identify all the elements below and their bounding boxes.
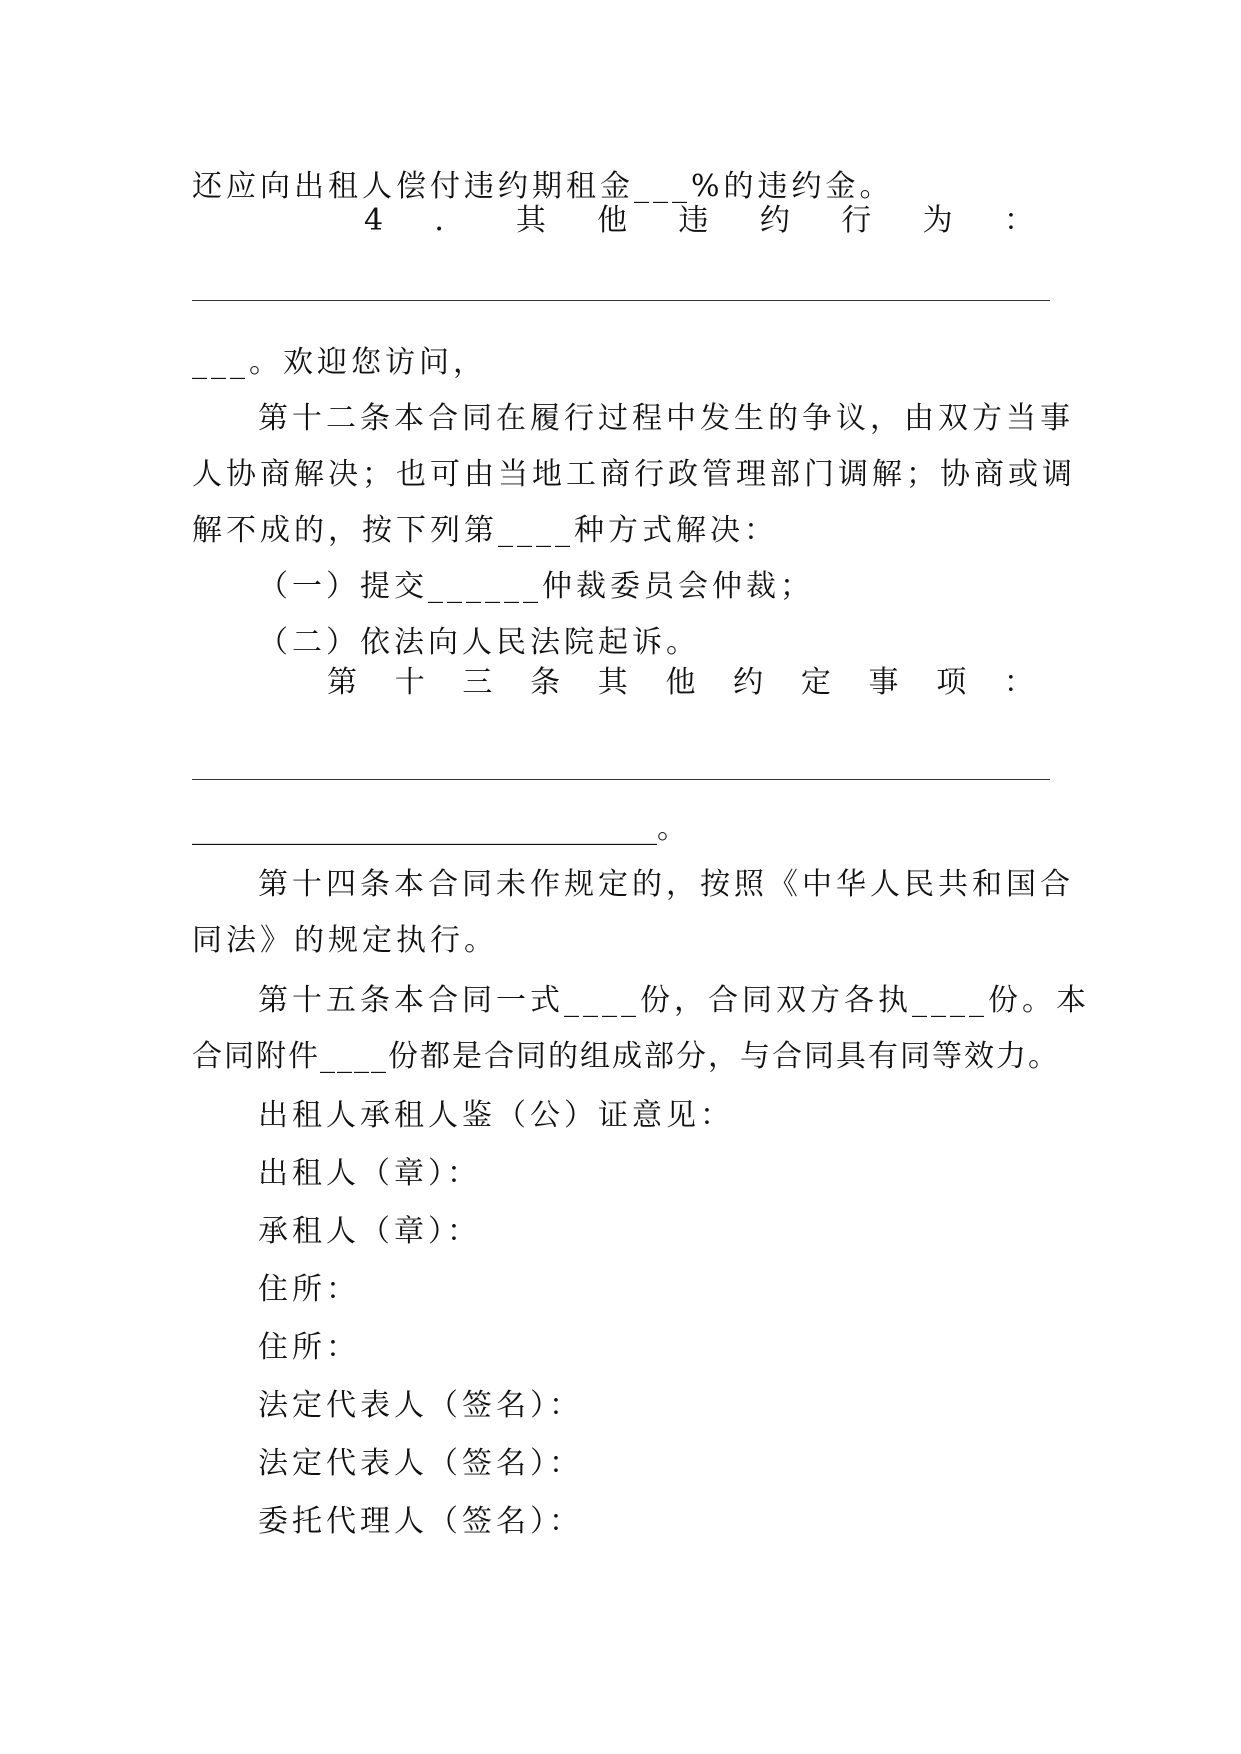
lessee-seal-label: 承租人（章）： (258, 1214, 481, 1249)
address-label: 住所： (258, 1272, 360, 1307)
heading-char: 其 (597, 665, 628, 700)
fill-in-blank-line (192, 300, 1050, 301)
clause-14-line-1: 第十四条本合同未作规定的，按照《中华人民共和国合 (258, 867, 1074, 902)
heading-char: 十 (394, 665, 425, 700)
legal-representative-label: 法定代表人（签名）： (258, 1446, 583, 1481)
clause-15-line-1: 第十五条本合同一式____份，合同双方各执____份。本 (258, 983, 1090, 1018)
heading-char: 为 (922, 203, 953, 238)
heading-char: ： (1003, 203, 1034, 238)
option-one-line: （一）提交______仲裁委员会仲裁； (258, 569, 814, 604)
clause-12-line-1: 第十二条本合同在履行过程中发生的争议，由双方当事 (258, 401, 1074, 436)
heading-char: ： (1003, 665, 1034, 700)
text-line: ___。欢迎您访问， (192, 345, 487, 380)
heading-char: 三 (462, 665, 493, 700)
heading-char: 定 (800, 665, 831, 700)
heading-char: 4 (364, 203, 384, 238)
clause-15-line-2: 合同附件____份都是合同的组成部分，与合同具有同等效力。 (192, 1039, 1060, 1074)
heading-char: 他 (597, 203, 628, 238)
signature-header: 出租人承租人鉴（公）证意见： (258, 1098, 734, 1133)
address-label: 住所： (258, 1330, 360, 1365)
clause-heading-13 (327, 663, 1034, 703)
heading-char: 行 (841, 203, 872, 238)
option-two-line: （二）依法向人民法院起诉。 (258, 625, 700, 660)
heading-char: 违 (678, 203, 709, 238)
heading-char: 第 (327, 665, 357, 700)
heading-char: 约 (733, 665, 764, 700)
fill-in-blank-end-line: _______________________________。 (192, 811, 687, 846)
heading-char: ． (434, 203, 465, 238)
heading-char: 他 (665, 665, 696, 700)
legal-representative-label: 法定代表人（签名）： (258, 1388, 583, 1423)
text-line: 还应向出租人偿付违约期租金___%的违约金。 (192, 169, 894, 204)
heading-char: 条 (530, 665, 561, 700)
authorized-agent-label: 委托代理人（签名）： (258, 1504, 583, 1539)
clause-12-line-2: 人协商解决；也可由当地工商行政管理部门调解；协商或调 (192, 457, 1076, 492)
clause-heading-other-breach (364, 201, 1034, 241)
lessor-seal-label: 出租人（章）： (258, 1156, 481, 1191)
fill-in-blank-line (192, 779, 1050, 780)
heading-char: 事 (868, 665, 899, 700)
heading-char: 约 (759, 203, 790, 238)
heading-char: 其 (515, 203, 546, 238)
clause-14-line-2: 同法》的规定执行。 (192, 923, 498, 958)
clause-12-line-3: 解不成的，按下列第____种方式解决： (192, 513, 778, 548)
heading-char: 项 (936, 665, 967, 700)
